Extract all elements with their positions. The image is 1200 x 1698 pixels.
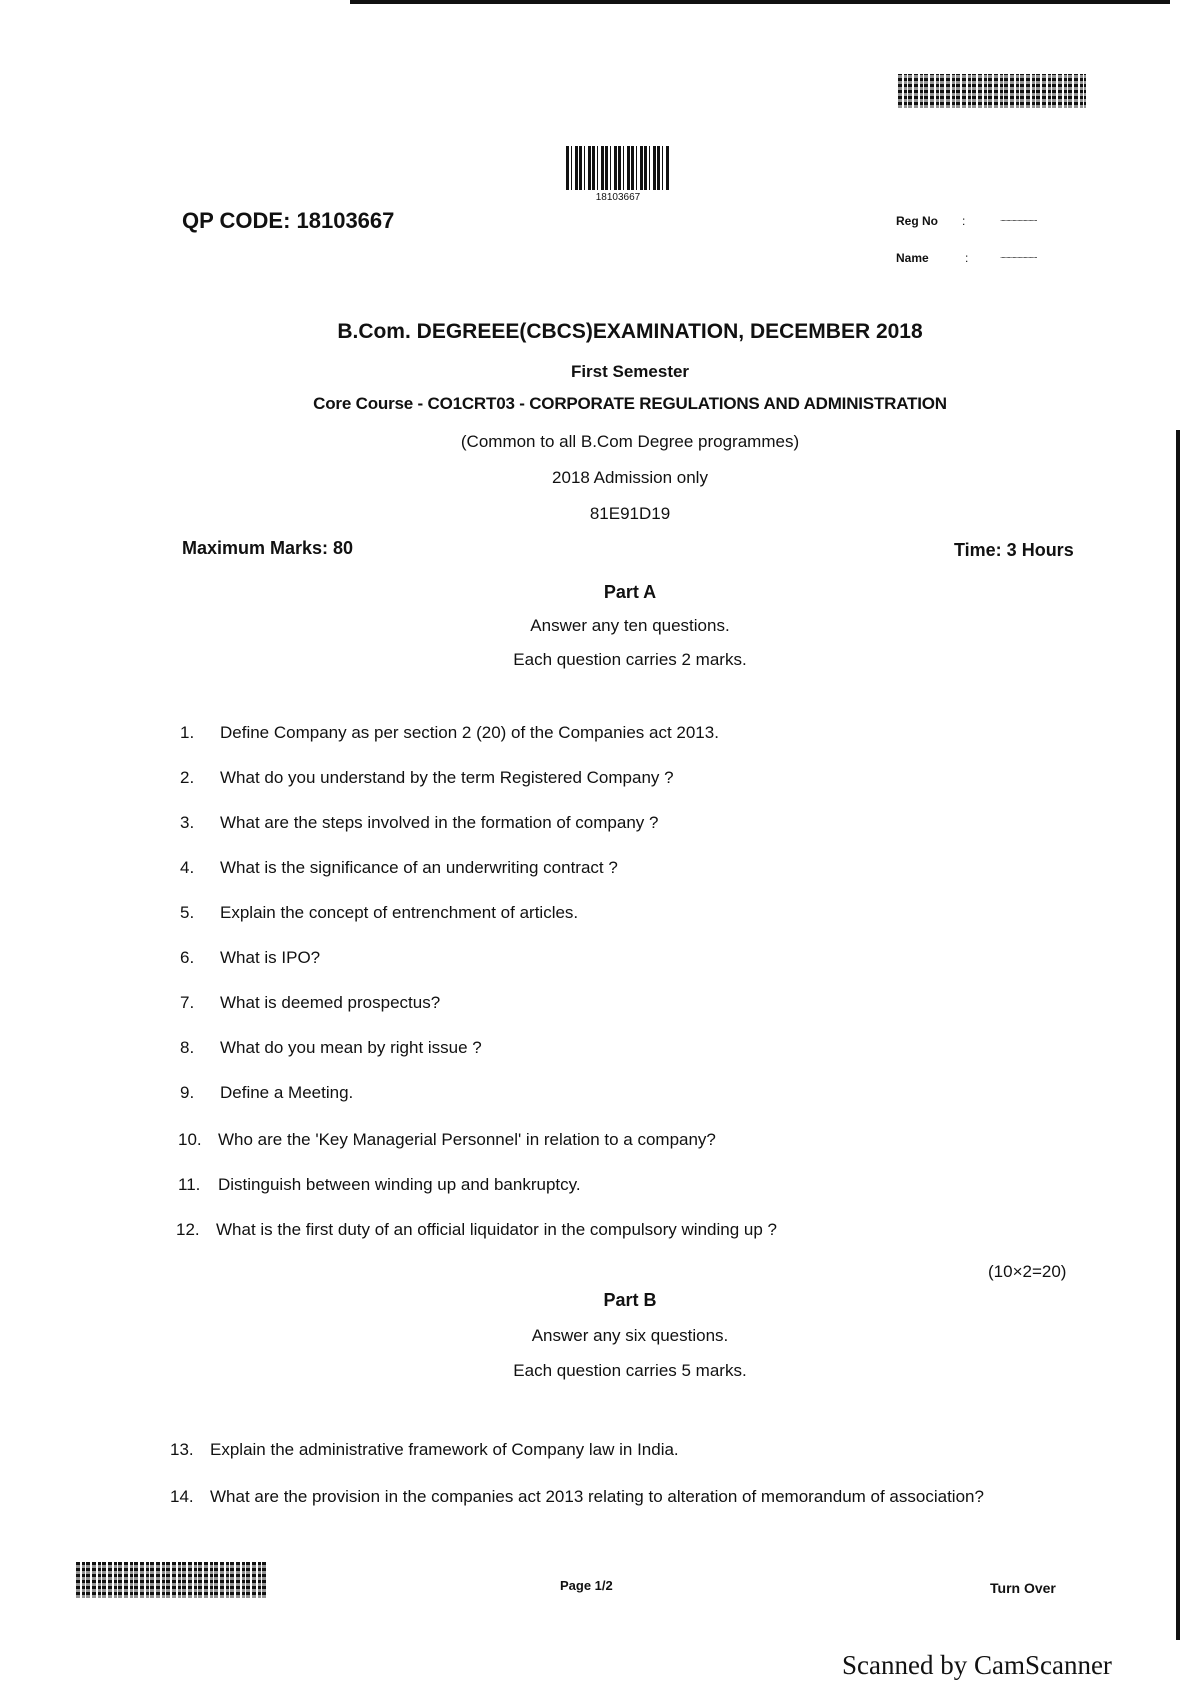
question-text: What is the significance of an underwriting contract ? xyxy=(220,858,618,877)
turn-over: Turn Over xyxy=(990,1580,1056,1596)
scan-right-edge xyxy=(1176,430,1180,1640)
exam-title: B.Com. DEGREEE(CBCS)EXAMINATION, DECEMBER 2018 xyxy=(337,320,923,343)
question-number: 14. xyxy=(170,1487,194,1506)
question-item xyxy=(170,1440,679,1460)
question-text: What is IPO? xyxy=(220,948,321,967)
question-text: What is deemed prospectus? xyxy=(220,993,441,1012)
question-text: Define a Meeting. xyxy=(220,1083,354,1102)
center-barcode xyxy=(566,146,670,190)
name-label: Name xyxy=(896,251,929,265)
question-item xyxy=(178,1175,581,1195)
question-number: 6. xyxy=(180,948,195,967)
question-item xyxy=(178,1130,716,1150)
question-text: Explain the concept of entrenchment of articles. xyxy=(220,903,579,922)
question-number: 3. xyxy=(180,813,195,832)
question-number: 5. xyxy=(180,903,195,922)
exam-code: 81E91D19 xyxy=(589,504,671,523)
question-item xyxy=(180,723,719,743)
part-a-instruction: Answer any ten questions. xyxy=(530,616,730,635)
part-b-title: Part B xyxy=(603,1290,657,1310)
question-text: What are the steps involved in the formation of company ? xyxy=(220,813,659,832)
question-item xyxy=(180,1038,482,1058)
question-text: Explain the administrative framework of Company law in India. xyxy=(210,1440,679,1459)
name-colon: : xyxy=(965,251,969,265)
part-a-marks-note: Each question carries 2 marks. xyxy=(513,650,747,669)
question-item xyxy=(170,1487,984,1507)
question-item xyxy=(180,813,658,833)
admission-note: 2018 Admission only xyxy=(552,468,708,487)
question-number: 1. xyxy=(180,723,195,742)
top-right-barcode xyxy=(898,74,1086,108)
question-item xyxy=(180,1083,353,1103)
part-a-title: Part A xyxy=(603,582,657,602)
maximum-marks: Maximum Marks: 80 xyxy=(182,538,354,558)
qp-code: QP CODE: 18103667 xyxy=(182,208,395,233)
question-number: 7. xyxy=(180,993,195,1012)
question-item xyxy=(180,948,320,968)
question-text: Who are the 'Key Managerial Personnel' in relation to a company? xyxy=(218,1130,716,1149)
scan-top-edge xyxy=(350,0,1170,4)
camscanner-watermark: Scanned by CamScanner xyxy=(842,1650,1112,1680)
reg-no-colon: : xyxy=(962,214,966,228)
question-number: 2. xyxy=(180,768,195,787)
question-item xyxy=(180,993,440,1013)
question-item xyxy=(180,858,618,878)
course-title: Core Course - CO1CRT03 - CORPORATE REGULATIONS AND ADMINISTRATION xyxy=(313,394,947,413)
question-number: 13. xyxy=(170,1440,194,1459)
question-text: Distinguish between winding up and bankruptcy. xyxy=(218,1175,581,1194)
common-note: (Common to all B.Com Degree programmes) xyxy=(460,432,800,451)
barcode-number: 18103667 xyxy=(595,192,641,203)
part-b-instruction: Answer any six questions. xyxy=(531,1326,729,1345)
question-item xyxy=(176,1220,777,1240)
question-text: What do you understand by the term Registered Company ? xyxy=(220,768,674,787)
question-number: 12. xyxy=(176,1220,200,1239)
time-allowed: Time: 3 Hours xyxy=(954,540,1074,560)
question-text: What are the provision in the companies act 2013 relating to alteration of memorandum of association? xyxy=(210,1487,984,1506)
question-text: What is the first duty of an official liquidator in the compulsory winding up ? xyxy=(216,1220,777,1239)
semester: First Semester xyxy=(570,362,690,381)
question-number: 4. xyxy=(180,858,195,877)
question-number: 11. xyxy=(178,1175,201,1194)
part-a-total: (10×2=20) xyxy=(988,1262,1067,1281)
question-text: What do you mean by right issue ? xyxy=(220,1038,482,1057)
question-item xyxy=(180,768,674,788)
bottom-left-barcode xyxy=(76,1562,266,1598)
question-item xyxy=(180,903,578,923)
reg-no-label: Reg No xyxy=(896,214,938,228)
reg-no-field: .............................. xyxy=(1000,214,1037,223)
question-number: 9. xyxy=(180,1083,195,1102)
question-number: 10. xyxy=(178,1130,202,1149)
question-text: Define Company as per section 2 (20) of the Companies act 2013. xyxy=(220,723,719,742)
question-number: 8. xyxy=(180,1038,195,1057)
part-b-marks-note: Each question carries 5 marks. xyxy=(513,1361,747,1380)
page-number: Page 1/2 xyxy=(560,1578,613,1593)
name-field: .............................. xyxy=(1000,251,1037,260)
